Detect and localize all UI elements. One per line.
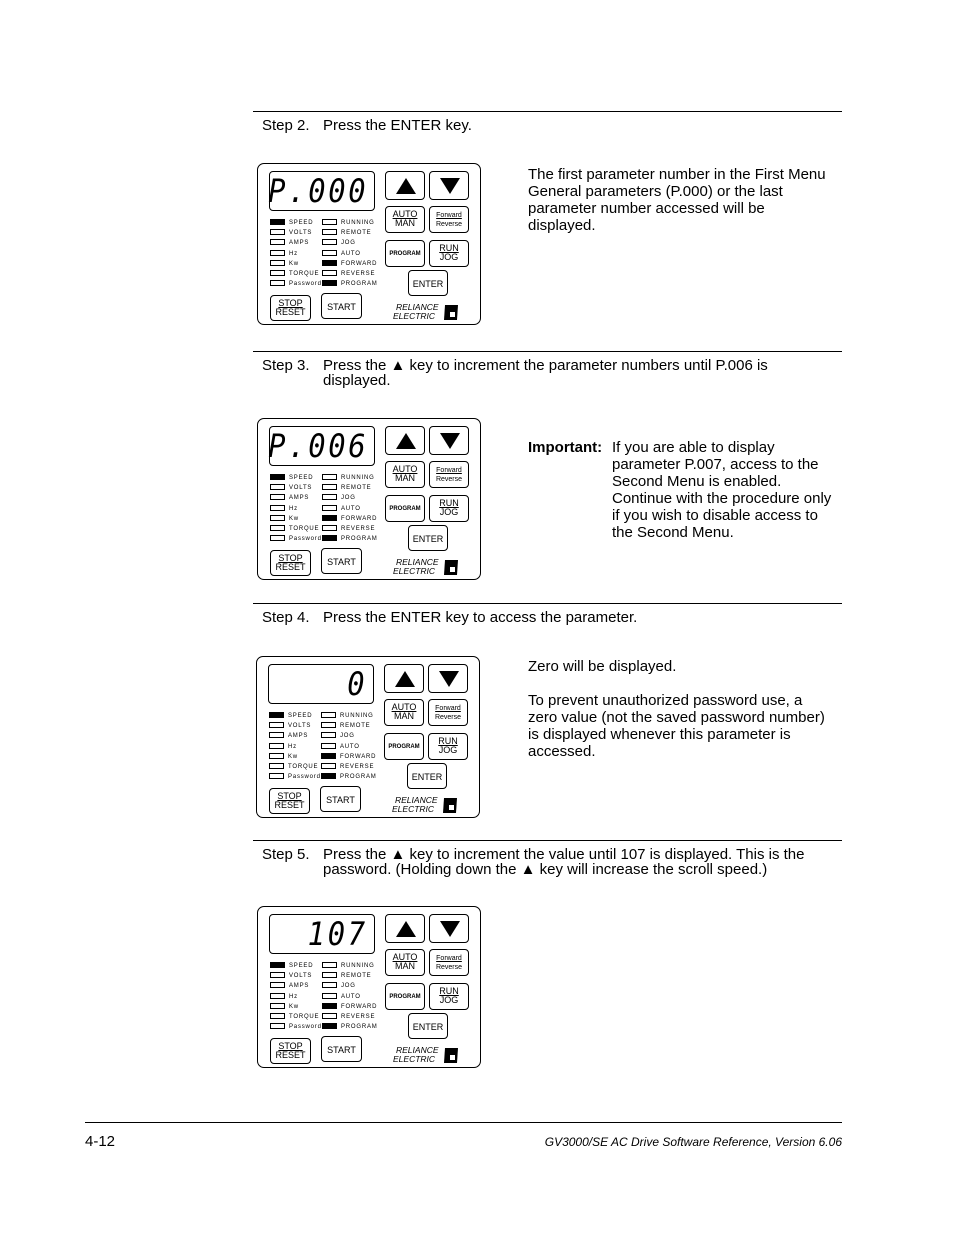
program-button[interactable] [385, 495, 425, 522]
program-label: PROGRAM [388, 744, 420, 750]
section-rule [253, 840, 842, 841]
led-label: REMOTE [341, 230, 372, 237]
enter-button[interactable] [408, 525, 448, 551]
led-indicator [270, 260, 285, 266]
section-rule [253, 603, 842, 604]
start-label: START [327, 302, 356, 312]
step-2-description [528, 166, 833, 251]
jog-label: JOG [439, 995, 459, 1005]
step-label: Step 2. [262, 117, 310, 134]
start-button[interactable] [321, 548, 362, 574]
footer-rule [85, 1122, 842, 1123]
display-value: 107 [307, 915, 368, 953]
reliance-logo-icon [444, 560, 458, 575]
auto-label: AUTO [392, 464, 418, 474]
led-label: REMOTE [341, 485, 372, 492]
led-label: Kw [289, 260, 299, 267]
led-indicator [322, 1003, 337, 1009]
keypad-diagram [257, 418, 481, 580]
program-button[interactable] [385, 983, 425, 1010]
up-arrow-icon [396, 921, 416, 937]
section-rule [253, 351, 842, 352]
led-indicator [321, 732, 336, 738]
down-arrow-icon [440, 433, 460, 449]
step-text: Press the ▲ key to increment the value until 107 is displayed. This is the password. (Holding down the ▲ key will increase the scroll speed.) [323, 846, 805, 878]
jog-label: JOG [438, 745, 458, 755]
led-indicator [322, 494, 337, 500]
led-label: Password [289, 281, 322, 288]
step-3-important-note [528, 439, 833, 549]
led-label: AUTO [341, 993, 361, 1000]
led-indicator [322, 535, 337, 541]
led-label: REVERSE [340, 763, 375, 770]
enter-label: ENTER [411, 772, 443, 782]
led-indicator [269, 753, 284, 759]
enter-button[interactable] [407, 763, 447, 789]
led-indicator [322, 219, 337, 225]
led-label: Kw [288, 753, 298, 760]
auto-man-button[interactable] [385, 949, 425, 976]
step-label: Step 5. [262, 846, 310, 863]
brand-line-1: RELIANCE [396, 1045, 439, 1055]
keypad-display [269, 914, 375, 954]
down-arrow-icon [440, 921, 460, 937]
enter-button[interactable] [408, 1013, 448, 1039]
led-label: AUTO [340, 743, 360, 750]
led-indicator [269, 763, 284, 769]
down-arrow-button[interactable] [428, 664, 468, 693]
down-arrow-icon [440, 178, 460, 194]
led-indicator [321, 763, 336, 769]
section-rule [253, 111, 842, 112]
reliance-electric-logo [393, 557, 439, 576]
led-indicator [322, 229, 337, 235]
brand-line-2: ELECTRIC [392, 803, 435, 814]
stop-reset-button[interactable] [270, 550, 311, 576]
led-label: Kw [289, 515, 299, 522]
led-label: PROGRAM [340, 774, 377, 781]
auto-label: AUTO [392, 952, 418, 962]
led-label: RUNNING [340, 713, 374, 719]
led-indicator [269, 773, 284, 779]
led-label: VOLTS [288, 723, 312, 730]
auto-label: AUTO [392, 209, 418, 219]
led-indicator [270, 484, 285, 490]
program-label: PROGRAM [389, 994, 421, 1000]
led-indicator [270, 1013, 285, 1019]
brand-line-1: RELIANCE [396, 557, 439, 567]
led-indicator [322, 474, 337, 480]
forward-reverse-button[interactable] [429, 461, 469, 488]
up-arrow-icon [396, 178, 416, 194]
led-label: REMOTE [341, 973, 372, 980]
program-button[interactable] [384, 733, 424, 760]
important-text: If you are able to display parameter P.007, access to the Second Menu is enabled. Continue with the procedure only if you wish to disable access to the Second Menu. [612, 439, 832, 541]
reset-label: RESET [275, 1050, 306, 1060]
led-label: PROGRAM [341, 281, 378, 288]
led-label: JOG [341, 495, 356, 502]
jog-label: JOG [439, 252, 459, 262]
led-label: PROGRAM [341, 536, 378, 543]
led-label: JOG [340, 733, 355, 740]
led-indicator [270, 474, 285, 480]
step-text: Press the ENTER key to access the parameter. [323, 609, 638, 626]
keypad-diagram [257, 906, 481, 1068]
reliance-logo-icon [444, 1048, 458, 1063]
led-indicator [270, 982, 285, 988]
stop-label: STOP [278, 1041, 303, 1051]
forward-reverse-button[interactable] [429, 949, 469, 976]
led-label: SPEED [289, 475, 314, 481]
stop-label: STOP [278, 298, 303, 308]
led-label: VOLTS [289, 230, 313, 237]
led-label: Hz [289, 250, 298, 257]
led-label: VOLTS [289, 485, 313, 492]
reliance-electric-logo [393, 302, 439, 321]
up-arrow-button[interactable] [385, 426, 425, 455]
man-label: MAN [395, 961, 415, 971]
forward-label: Forward [436, 212, 462, 219]
step-text: Press the ▲ key to increment the parameter numbers until P.006 is displayed. [323, 357, 768, 389]
auto-label: AUTO [391, 702, 417, 712]
brand-line-1: RELIANCE [396, 302, 439, 312]
led-indicator [270, 1023, 285, 1029]
run-jog-button[interactable] [429, 495, 469, 522]
man-label: MAN [394, 711, 414, 721]
document-title: GV3000/SE AC Drive Software Reference, Version 6.06 [544, 1135, 842, 1149]
run-jog-button[interactable] [428, 733, 468, 760]
led-indicator [270, 270, 285, 276]
up-arrow-button[interactable] [385, 171, 425, 200]
led-label: AMPS [288, 733, 309, 740]
led-label: TORQUE [288, 763, 319, 770]
up-arrow-icon [395, 671, 415, 687]
led-label: JOG [341, 983, 356, 990]
led-label: AUTO [341, 250, 361, 257]
reverse-label: Reverse [434, 714, 462, 721]
step-label: Step 4. [262, 609, 310, 626]
led-indicator [322, 260, 337, 266]
start-label: START [326, 795, 355, 805]
brand-line-2: ELECTRIC [393, 1053, 436, 1064]
led-indicator [269, 732, 284, 738]
led-label: RUNNING [341, 963, 375, 969]
led-indicator [321, 722, 336, 728]
led-indicator [322, 515, 337, 521]
description-text: The first parameter number in the First Menu General parameters (P.000) or the last parameter number accessed will be displayed. [528, 166, 826, 234]
led-label: FORWARD [341, 515, 378, 522]
led-indicator [270, 494, 285, 500]
forward-label: Forward [435, 705, 461, 712]
led-label: SPEED [289, 963, 314, 969]
reverse-label: Reverse [435, 964, 463, 971]
brand-line-2: ELECTRIC [393, 310, 436, 321]
led-label: Hz [289, 505, 298, 512]
start-button[interactable] [321, 1036, 362, 1062]
led-label: AMPS [289, 240, 310, 247]
led-indicator [322, 484, 337, 490]
up-arrow-button[interactable] [385, 914, 425, 943]
led-label: FORWARD [341, 260, 378, 267]
stop-reset-button[interactable] [270, 295, 311, 321]
description-text: Zero will be displayed. [528, 658, 677, 675]
keypad-display [269, 171, 375, 211]
led-label: FORWARD [340, 753, 377, 760]
led-indicator [322, 250, 337, 256]
forward-label: Forward [436, 467, 462, 474]
enter-label: ENTER [412, 1022, 444, 1032]
reverse-label: Reverse [435, 221, 463, 228]
step-text: Press the ENTER key. [323, 117, 472, 134]
enter-label: ENTER [412, 279, 444, 289]
led-indicator [322, 1023, 337, 1029]
led-label: Hz [288, 743, 297, 750]
down-arrow-button[interactable] [429, 171, 469, 200]
led-indicator [321, 753, 336, 759]
led-indicator [322, 972, 337, 978]
program-label: PROGRAM [389, 506, 421, 512]
led-label: TORQUE [289, 525, 320, 532]
led-indicator [270, 972, 285, 978]
keypad-display [269, 426, 375, 466]
led-label: Hz [289, 993, 298, 1000]
run-label: RUN [439, 498, 459, 508]
led-indicator [270, 535, 285, 541]
stop-label: STOP [278, 553, 303, 563]
led-label: VOLTS [289, 973, 313, 980]
auto-man-button[interactable] [385, 461, 425, 488]
page-number: 4-12 [85, 1133, 116, 1150]
led-indicator [270, 229, 285, 235]
led-label: AMPS [289, 495, 310, 502]
led-indicator [269, 743, 284, 749]
led-label: REMOTE [340, 723, 371, 730]
led-label: REVERSE [341, 525, 376, 532]
led-indicator [322, 280, 337, 286]
led-indicator [322, 982, 337, 988]
jog-label: JOG [439, 507, 459, 517]
led-label: PROGRAM [341, 1024, 378, 1031]
display-value: 0 [346, 665, 367, 703]
start-button[interactable] [321, 293, 362, 319]
run-label: RUN [439, 243, 459, 253]
run-label: RUN [439, 986, 459, 996]
reliance-electric-logo [392, 795, 438, 814]
led-label: SPEED [288, 713, 313, 719]
led-indicator [270, 280, 285, 286]
led-indicator [322, 993, 337, 999]
down-arrow-button[interactable] [429, 914, 469, 943]
auto-man-button[interactable] [384, 699, 424, 726]
stop-reset-button[interactable] [270, 1038, 311, 1064]
forward-reverse-button[interactable] [429, 206, 469, 233]
led-indicator [322, 505, 337, 511]
stop-reset-button[interactable] [269, 788, 310, 814]
enter-button[interactable] [408, 270, 448, 296]
keypad-diagram [257, 163, 481, 325]
led-indicator [322, 1013, 337, 1019]
display-value: P.000 [267, 172, 368, 210]
led-label: REVERSE [341, 270, 376, 277]
led-label: Password [289, 536, 322, 543]
led-label: AUTO [341, 505, 361, 512]
reset-label: RESET [275, 562, 306, 572]
led-indicator [322, 962, 337, 968]
reliance-logo-icon [443, 798, 457, 813]
man-label: MAN [395, 473, 415, 483]
start-label: START [327, 557, 356, 567]
led-indicator [270, 250, 285, 256]
keypad-display [268, 664, 374, 704]
led-label: JOG [341, 240, 356, 247]
step-4-description [528, 658, 833, 777]
led-indicator [269, 722, 284, 728]
run-jog-button[interactable] [429, 240, 469, 267]
forward-label: Forward [436, 955, 462, 962]
program-label: PROGRAM [389, 251, 421, 257]
led-indicator [321, 743, 336, 749]
reliance-electric-logo [393, 1045, 439, 1064]
stop-label: STOP [277, 791, 302, 801]
enter-label: ENTER [412, 534, 444, 544]
reverse-label: Reverse [435, 476, 463, 483]
down-arrow-button[interactable] [429, 426, 469, 455]
led-indicator [321, 773, 336, 779]
led-indicator [270, 1003, 285, 1009]
run-label: RUN [438, 736, 458, 746]
led-indicator [270, 505, 285, 511]
program-button[interactable] [385, 240, 425, 267]
led-indicator [270, 219, 285, 225]
description-text: To prevent unauthorized password use, a zero value (not the saved password number) is displayed whenever this parameter is accessed. [528, 692, 825, 760]
led-indicator [321, 712, 336, 718]
led-label: Kw [289, 1003, 299, 1010]
led-indicator [270, 993, 285, 999]
led-indicator [270, 515, 285, 521]
led-indicator [322, 525, 337, 531]
run-jog-button[interactable] [429, 983, 469, 1010]
led-label: SPEED [289, 220, 314, 226]
step-label: Step 3. [262, 357, 310, 374]
man-label: MAN [395, 218, 415, 228]
led-label: REVERSE [341, 1013, 376, 1020]
up-arrow-button[interactable] [384, 664, 424, 693]
led-label: TORQUE [289, 270, 320, 277]
led-label: FORWARD [341, 1003, 378, 1010]
auto-man-button[interactable] [385, 206, 425, 233]
reset-label: RESET [275, 307, 306, 317]
start-button[interactable] [320, 786, 361, 812]
led-indicator [269, 712, 284, 718]
led-label: Password [289, 1024, 322, 1031]
reset-label: RESET [274, 800, 305, 810]
brand-line-2: ELECTRIC [393, 565, 436, 576]
forward-reverse-button[interactable] [428, 699, 468, 726]
led-indicator [270, 962, 285, 968]
keypad-diagram [256, 656, 480, 818]
led-label: RUNNING [341, 220, 375, 226]
led-indicator [322, 270, 337, 276]
display-value: P.006 [267, 427, 368, 465]
led-label: TORQUE [289, 1013, 320, 1020]
start-label: START [327, 1045, 356, 1055]
important-label: Important: [528, 439, 603, 456]
up-arrow-icon [396, 433, 416, 449]
down-arrow-icon [439, 671, 459, 687]
led-label: RUNNING [341, 475, 375, 481]
brand-line-1: RELIANCE [395, 795, 438, 805]
led-label: AMPS [289, 983, 310, 990]
reliance-logo-icon [444, 305, 458, 320]
led-label: Password [288, 774, 321, 781]
led-indicator [270, 525, 285, 531]
led-indicator [270, 239, 285, 245]
led-indicator [322, 239, 337, 245]
